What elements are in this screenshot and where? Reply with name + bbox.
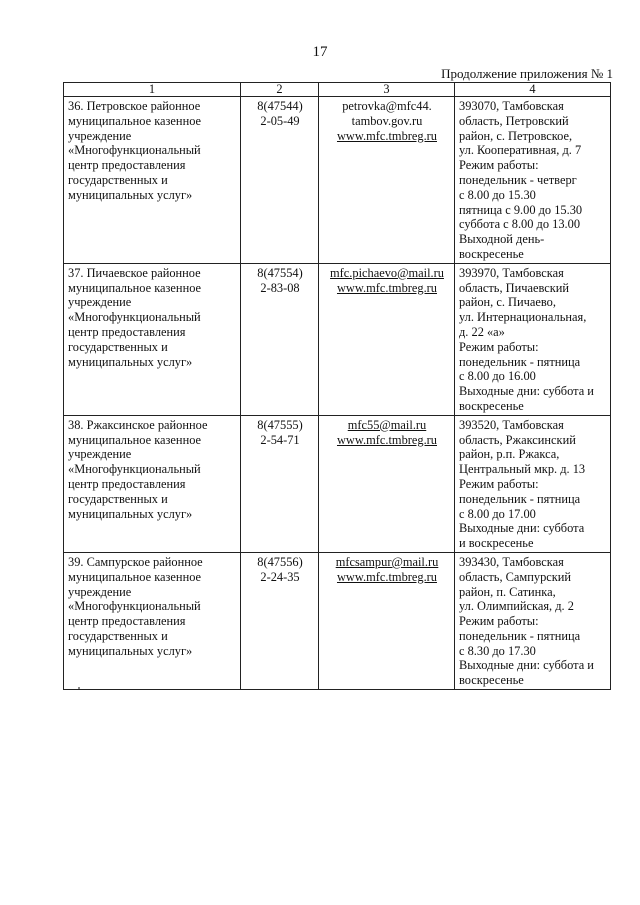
contact-cell: [319, 97, 455, 264]
cell-text-line: ул. Олимпийская, д. 2: [459, 599, 574, 614]
contact-cell: [319, 415, 455, 552]
cell-text-line: воскресенье: [459, 673, 524, 688]
cell-text-line: с 8.00 до 17.00: [459, 506, 536, 521]
phone-cell: [241, 97, 319, 264]
contact-link[interactable]: petrovka@mfc44.: [342, 99, 432, 113]
cell-text-line: учреждение: [68, 128, 132, 143]
cell-text-line: понедельник - пятница: [459, 491, 581, 506]
cell-text-line: государственных и: [68, 339, 168, 354]
cell-text-line: государственных и: [68, 172, 168, 187]
cell-text-line: «Многофункциональный: [68, 599, 201, 614]
cell-text-line: понедельник - пятница: [459, 354, 581, 369]
cell-text-line: Режим работы:: [459, 476, 539, 491]
cell-text-line: 36. Петровское районное: [68, 99, 201, 113]
cell-text-line: Выходные дни: суббота и: [459, 658, 594, 673]
column-header-2: 2: [241, 83, 319, 97]
contact-link[interactable]: mfcsampur@mail.ru: [335, 554, 439, 569]
page-number: 17: [312, 44, 328, 60]
cell-text-line: муниципальное казенное: [68, 113, 202, 128]
cell-text-line: 2-05-49: [260, 113, 300, 128]
organization-name-cell: [64, 552, 241, 689]
cell-text-line: учреждение: [68, 295, 132, 310]
cell-text-line: 8(47555): [257, 417, 303, 432]
cell-text-line: 39. Сампурское районное: [68, 554, 203, 569]
column-header-1: 1: [64, 83, 241, 97]
address-schedule-cell: [455, 263, 611, 415]
address-schedule-cell: [455, 552, 611, 689]
organization-name-cell: [64, 415, 241, 552]
cell-text-line: область, Ржаксинский: [459, 432, 576, 447]
cell-text-line: 8(47556): [257, 554, 303, 569]
contact-link[interactable]: mfc55@mail.ru: [347, 417, 427, 432]
cell-text-line: 393070, Тамбовская: [459, 99, 564, 113]
cell-text-line: д. 22 «а»: [459, 324, 505, 339]
cell-text-line: 38. Ржаксинское районное: [68, 417, 208, 432]
cell-text-line: «Многофункциональный: [68, 462, 201, 477]
cell-text-line: район, р.п. Ржакса,: [459, 447, 560, 462]
cell-text-line: центр предоставления: [68, 614, 186, 629]
column-header-4: 4: [455, 83, 611, 97]
cell-text-line: муниципальных услуг»: [68, 643, 193, 658]
cell-text-line: муниципальное казенное: [68, 569, 202, 584]
cell-text-line: район, с. Пичаево,: [459, 295, 556, 310]
cell-text-line: область, Пичаевский: [459, 280, 570, 295]
cell-text-line: 37. Пичаевское районное: [68, 265, 201, 280]
cell-text-line: 2-83-08: [260, 280, 300, 295]
cell-text-line: муниципальных услуг»: [68, 187, 193, 202]
cell-text-line: воскресенье: [459, 398, 524, 413]
phone-cell: [241, 552, 319, 689]
address-schedule-cell: [455, 97, 611, 264]
cell-text-line: воскресенье: [459, 246, 524, 261]
cell-text-line: область, Петровский: [459, 113, 569, 128]
cell-text-line: Режим работы:: [459, 614, 539, 629]
cell-text-line: муниципальное казенное: [68, 280, 202, 295]
cell-text-line: район, с. Петровское,: [459, 128, 573, 143]
cell-text-line: Центральный мкр. д. 13: [459, 462, 586, 477]
cell-text-line: 393970, Тамбовская: [459, 265, 564, 280]
scan-speck: [78, 687, 80, 689]
phone-cell: [241, 415, 319, 552]
cell-text-line: центр предоставления: [68, 476, 186, 491]
cell-text-line: и воскресенье: [459, 536, 534, 551]
contact-cell: [319, 263, 455, 415]
cell-text-line: понедельник - пятница: [459, 628, 581, 643]
cell-text-line: муниципальное казенное: [68, 432, 202, 447]
organization-name-cell: [64, 97, 241, 264]
contact-link[interactable]: www.mfc.tmbreg.ru: [336, 128, 437, 143]
cell-text-line: муниципальных услуг»: [68, 506, 193, 521]
table-row: [64, 552, 611, 689]
cell-text-line: 2-24-35: [260, 569, 300, 584]
cell-text-line: область, Сампурский: [459, 569, 572, 584]
table-row: [64, 97, 611, 264]
contact-link[interactable]: www.mfc.tmbreg.ru: [336, 569, 437, 584]
cell-text-line: ул. Интернациональная,: [459, 310, 587, 325]
phone-cell: [241, 263, 319, 415]
cell-text-line: пятница с 9.00 до 15.30: [459, 202, 583, 217]
cell-text-line: 393430, Тамбовская: [459, 554, 564, 569]
cell-text-line: муниципальных услуг»: [68, 354, 193, 369]
cell-text-line: учреждение: [68, 584, 132, 599]
cell-text-line: район, п. Сатинка,: [459, 584, 556, 599]
contact-cell: [319, 552, 455, 689]
table-row: [64, 415, 611, 552]
contact-link[interactable]: tambov.gov.ru: [351, 113, 423, 128]
cell-text-line: «Многофункциональный: [68, 143, 201, 158]
cell-text-line: Выходной день-: [459, 232, 545, 247]
contact-link[interactable]: www.mfc.tmbreg.ru: [336, 280, 437, 295]
cell-text-line: суббота с 8.00 до 13.00: [459, 217, 581, 232]
table-row: [64, 263, 611, 415]
column-header-3: 3: [319, 83, 455, 97]
cell-text-line: понедельник - четверг: [459, 172, 577, 187]
cell-text-line: 8(47544): [257, 99, 303, 113]
continuation-label: Продолжение приложения № 1: [441, 66, 613, 81]
mfc-table: [63, 82, 611, 690]
cell-text-line: учреждение: [68, 447, 132, 462]
cell-text-line: ул. Кооперативная, д. 7: [459, 143, 582, 158]
cell-text-line: государственных и: [68, 628, 168, 643]
cell-text-line: 393520, Тамбовская: [459, 417, 564, 432]
contact-link[interactable]: www.mfc.tmbreg.ru: [336, 432, 437, 447]
header-row: [64, 83, 611, 97]
cell-text-line: Выходные дни: суббота: [459, 521, 585, 536]
cell-text-line: Режим работы:: [459, 158, 539, 173]
contact-link[interactable]: mfc.pichaevo@mail.ru: [330, 265, 444, 280]
cell-text-line: 2-54-71: [260, 432, 300, 447]
cell-text-line: с 8.00 до 15.30: [459, 187, 536, 202]
cell-text-line: центр предоставления: [68, 158, 186, 173]
organization-name-cell: [64, 263, 241, 415]
cell-text-line: центр предоставления: [68, 324, 186, 339]
cell-text-line: Выходные дни: суббота и: [459, 384, 594, 399]
cell-text-line: 8(47554): [257, 265, 303, 280]
cell-text-line: с 8.30 до 17.30: [459, 643, 536, 658]
cell-text-line: с 8.00 до 16.00: [459, 369, 536, 384]
cell-text-line: Режим работы:: [459, 339, 539, 354]
address-schedule-cell: [455, 415, 611, 552]
cell-text-line: государственных и: [68, 491, 168, 506]
cell-text-line: «Многофункциональный: [68, 310, 201, 325]
